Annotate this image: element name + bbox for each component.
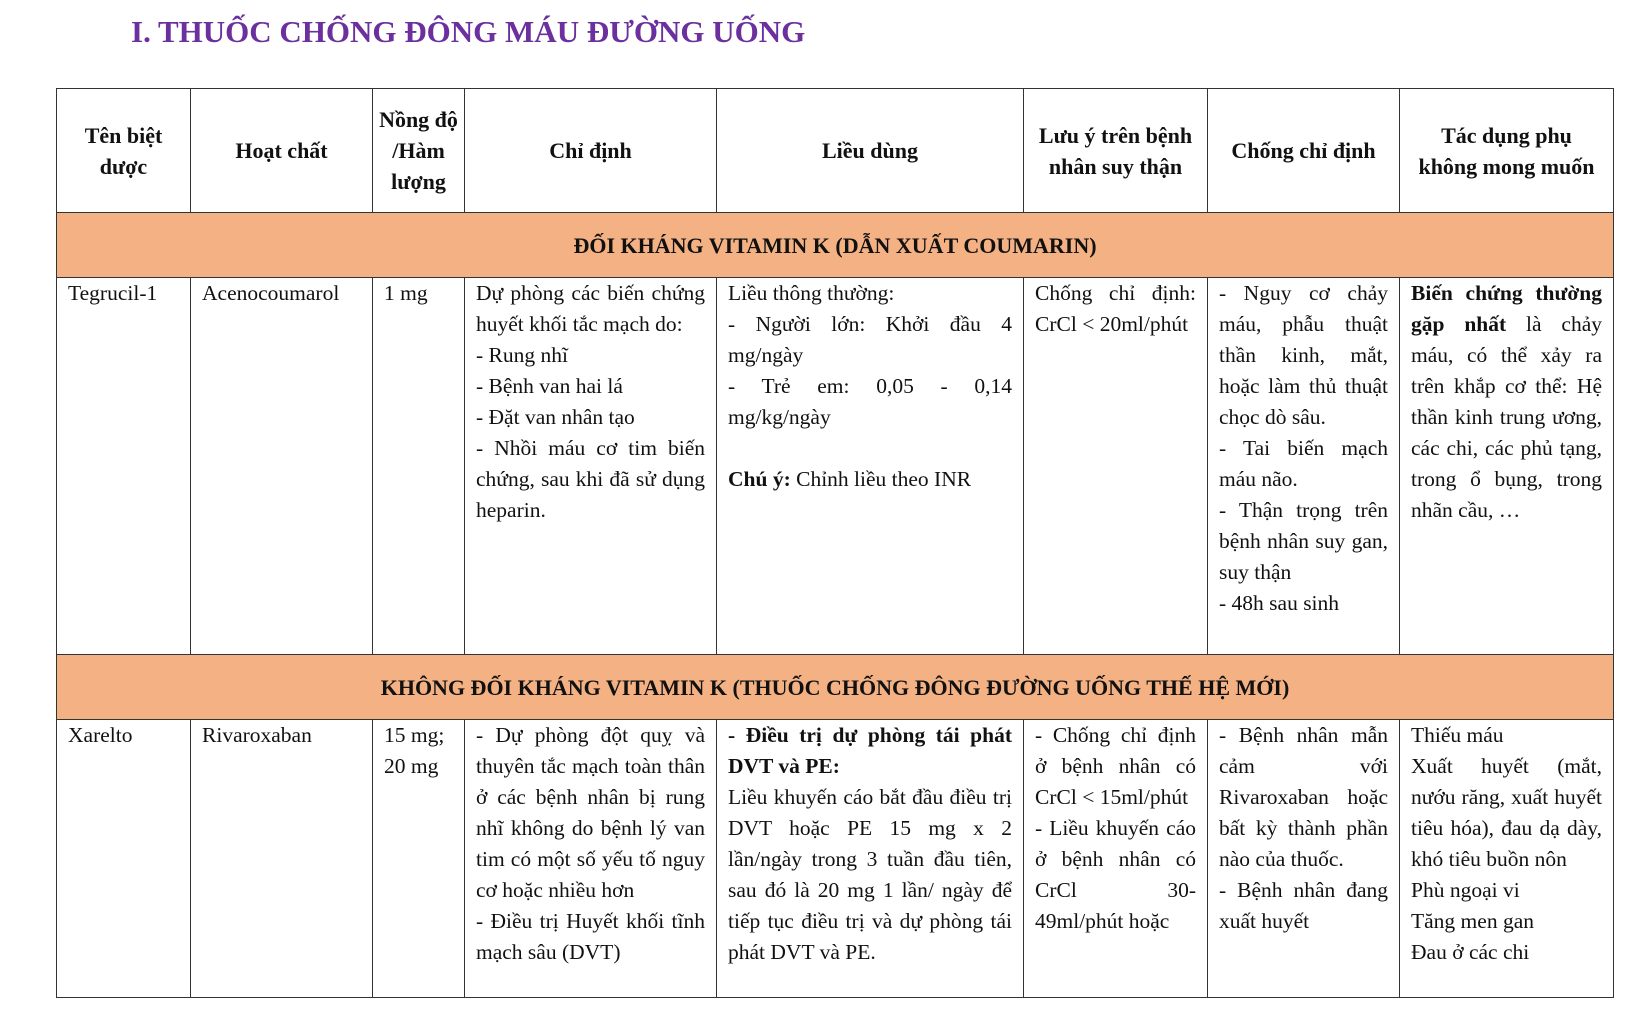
contraindication-line: - 48h sau sinh (1219, 591, 1340, 615)
dosage-intro: Liều thông thường: (728, 281, 895, 305)
renal-line: - Liều khuyến cáo ở bệnh nhân có CrCl 30-49ml/phút hoặc (1035, 816, 1196, 933)
ingredient-cell: Rivaroxaban (191, 720, 373, 998)
contraindication-line: - Bệnh nhân đang xuất huyết (1219, 878, 1388, 933)
renal-line: - Chống chỉ định ở bệnh nhân có CrCl < 15ml/phút (1035, 723, 1196, 809)
section-title: ĐỐI KHÁNG VITAMIN K (DẪN XUẤT COUMARIN) (57, 213, 1614, 278)
brand-cell: Xarelto (57, 720, 191, 998)
note-text: Chỉnh liều theo INR (790, 467, 972, 491)
ingredient-cell: Acenocoumarol (191, 278, 373, 655)
strength-cell (373, 278, 465, 655)
side-effects-cell (1400, 720, 1614, 998)
col-header-brand: Tên biệt dược (57, 89, 191, 213)
note-label: Chú ý: (728, 467, 791, 491)
dosage-bold: - Điều trị dự phòng tái phát DVT và PE: (728, 723, 1012, 778)
side-effect-line: Đau ở các chi (1411, 940, 1530, 964)
page-heading: I. THUỐC CHỐNG ĐÔNG MÁU ĐƯỜNG UỐNG (131, 14, 806, 49)
contraindication-cell (1208, 278, 1400, 655)
spacer (728, 433, 1012, 464)
section-title: KHÔNG ĐỐI KHÁNG VITAMIN K (THUỐC CHỐNG ĐÔNG ĐƯỜNG UỐNG THẾ HỆ MỚI) (57, 655, 1614, 720)
side-effects-cell (1400, 278, 1614, 655)
strength-cell (373, 720, 465, 998)
indication-line: - Rung nhĩ (476, 343, 568, 367)
col-header-ingredient: Hoạt chất (191, 89, 373, 213)
brand-cell: Tegrucil-1 (57, 278, 191, 655)
table-row (57, 720, 1614, 998)
col-header-contraindication: Chống chỉ định (1208, 89, 1400, 213)
section-row-vka (57, 213, 1614, 278)
indication-line: - Bệnh van hai lá (476, 374, 623, 398)
side-effect-line: Xuất huyết (mắt, nướu răng, xuất huyết tiêu hóa), đau dạ dày, khó tiêu buồn nôn (1411, 754, 1602, 871)
dosage-cell (717, 278, 1024, 655)
dosage-cell (717, 720, 1024, 998)
indication-cell (465, 278, 717, 655)
side-effects-bold: Biến chứng thường gặp nhất (1411, 281, 1602, 336)
indication-cell (465, 720, 717, 998)
dosage-line: - Trẻ em: 0,05 - 0,14 mg/kg/ngày (728, 374, 1012, 429)
header-row (57, 89, 1614, 213)
indication-line: - Nhồi máu cơ tim biến chứng, sau khi đã sử dụng heparin. (476, 436, 705, 522)
dosage-text: Liều khuyến cáo bắt đầu điều trị DVT hoặc PE 15 mg x 2 lần/ngày trong 3 tuần đầu tiên, sau đó là 20 mg 1 lần/ ngày để tiếp tục điều trị và dự phòng tái phát DVT và PE. (728, 785, 1012, 964)
side-effect-line: Thiếu máu (1411, 723, 1504, 747)
col-header-indication: Chỉ định (465, 89, 717, 213)
side-effects-text: là chảy máu, có thể xảy ra trên khắp cơ thể: Hệ thần kinh trung ương, các chi, các phủ tạng, trong ổ bụng, trong nhãn cầu, … (1411, 312, 1602, 522)
indication-line: - Đặt van nhân tạo (476, 405, 635, 429)
contraindication-line: - Tai biến mạch máu não. (1219, 436, 1388, 491)
renal-cell (1024, 720, 1208, 998)
col-header-dosage: Liều dùng (717, 89, 1024, 213)
contraindication-line: - Bệnh nhân mẫn cảm với Rivaroxaban hoặc bất kỳ thành phần nào của thuốc. (1219, 723, 1388, 871)
table-row (57, 278, 1614, 655)
indication-line: - Điều trị Huyết khối tĩnh mạch sâu (DVT) (476, 909, 705, 964)
col-header-strength: Nồng độ /Hàm lượng (373, 89, 465, 213)
contraindication-line: - Thận trọng trên bệnh nhân suy gan, suy thận (1219, 498, 1388, 584)
dosage-note (728, 464, 1012, 495)
indication-line: - Dự phòng đột quỵ và thuyên tắc mạch toàn thân ở các bệnh nhân bị rung nhĩ không do bệnh lý van tim có một số yếu tố nguy cơ hoặc nhiều hơn (476, 723, 705, 902)
side-effect-line: Phù ngoại vi (1411, 878, 1520, 902)
renal-cell: Chống chỉ định: CrCl < 20ml/phút (1024, 278, 1208, 655)
indication-line: Dự phòng các biến chứng huyết khối tắc mạch do: (476, 281, 705, 336)
section-row-noac (57, 655, 1614, 720)
strength-line: 20 mg (384, 754, 439, 778)
contraindication-line: - Nguy cơ chảy máu, phẫu thuật thần kinh, mắt, hoặc làm thủ thuật chọc dò sâu. (1219, 281, 1388, 429)
anticoagulant-table (56, 88, 1614, 998)
side-effect-line: Tăng men gan (1411, 909, 1534, 933)
contraindication-cell (1208, 720, 1400, 998)
col-header-side-effects: Tác dụng phụ không mong muốn (1400, 89, 1614, 213)
strength-line: 15 mg; (384, 723, 445, 747)
dosage-line: - Người lớn: Khởi đầu 4 mg/ngày (728, 312, 1012, 367)
strength-line: 1 mg (384, 281, 428, 305)
col-header-renal: Lưu ý trên bệnh nhân suy thận (1024, 89, 1208, 213)
